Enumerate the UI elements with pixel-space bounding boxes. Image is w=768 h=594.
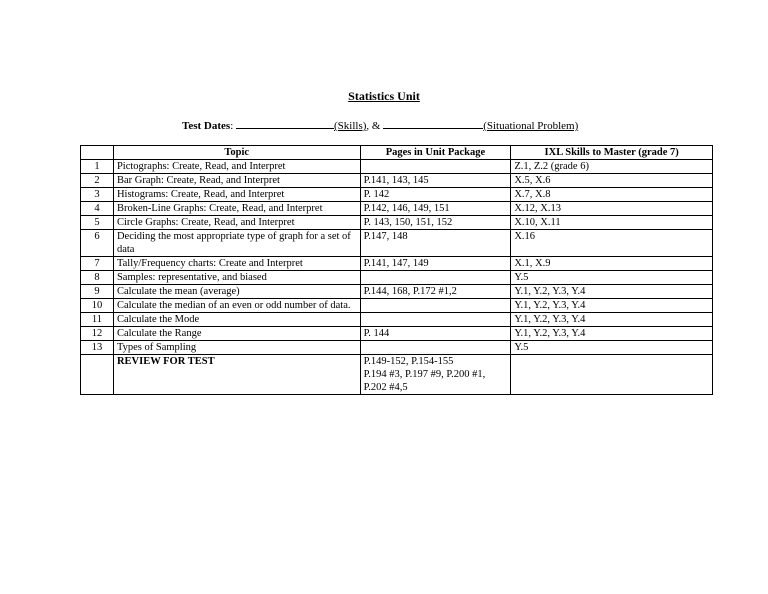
row-ixl: Z.1, Z.2 (grade 6)	[511, 160, 713, 174]
row-ixl: X.10, X.11	[511, 216, 713, 230]
row-topic: Bar Graph: Create, Read, and Interpret	[113, 174, 360, 188]
row-number: 10	[81, 299, 114, 313]
row-pages	[360, 299, 511, 313]
row-topic: Deciding the most appropriate type of graph for a set of data	[113, 230, 360, 257]
row-ixl: Y.1, Y.2, Y.3, Y.4	[511, 313, 713, 327]
table-row	[81, 188, 713, 202]
table-row	[81, 216, 713, 230]
row-ixl: Y.1, Y.2, Y.3, Y.4	[511, 285, 713, 299]
review-pages-line: P.202 #4,5	[363, 382, 408, 393]
header-pages: Pages in Unit Package	[360, 146, 511, 160]
review-ixl	[511, 355, 713, 395]
row-pages: P. 143, 150, 151, 152	[360, 216, 511, 230]
row-ixl: X.1, X.9	[511, 257, 713, 271]
row-pages: P.141, 147, 149	[360, 257, 511, 271]
row-number: 1	[81, 160, 114, 174]
row-topic: Calculate the Mode	[113, 313, 360, 327]
row-number: 11	[81, 313, 114, 327]
row-topic: Samples: representative, and biased	[113, 271, 360, 285]
row-ixl: Y.5	[511, 271, 713, 285]
row-pages: P. 144	[360, 327, 511, 341]
table-header-row	[81, 146, 713, 160]
row-number: 12	[81, 327, 114, 341]
test-dates-colon: :	[230, 120, 234, 132]
table-row	[81, 341, 713, 355]
row-topic: Calculate the Range	[113, 327, 360, 341]
row-ixl: X.5, X.6	[511, 174, 713, 188]
row-pages: P.142, 146, 149, 151	[360, 202, 511, 216]
test-dates-label: Test Dates	[182, 120, 231, 132]
situational-date-blank	[383, 118, 483, 129]
row-pages: P. 142	[360, 188, 511, 202]
header-ixl: IXL Skills to Master (grade 7)	[511, 146, 713, 160]
row-pages: P.147, 148	[360, 230, 511, 257]
row-number: 9	[81, 285, 114, 299]
table-row	[81, 174, 713, 188]
table-row	[81, 202, 713, 216]
ampersand: , &	[366, 120, 381, 132]
row-ixl: X.7, X.8	[511, 188, 713, 202]
row-ixl: Y.1, Y.2, Y.3, Y.4	[511, 299, 713, 313]
row-topic: Calculate the mean (average)	[113, 285, 360, 299]
review-row	[81, 355, 713, 395]
review-pages-line: P.149-152, P.154-155	[363, 356, 454, 367]
skills-date-blank	[236, 118, 334, 129]
test-dates-line	[182, 118, 578, 132]
row-topic: Circle Graphs: Create, Read, and Interpret	[113, 216, 360, 230]
table-row	[81, 230, 713, 257]
review-topic: REVIEW FOR TEST	[113, 355, 360, 395]
row-pages	[360, 341, 511, 355]
row-number: 6	[81, 230, 114, 257]
row-topic: Pictographs: Create, Read, and Interpret	[113, 160, 360, 174]
row-pages: P.141, 143, 145	[360, 174, 511, 188]
table-row	[81, 271, 713, 285]
page-title: Statistics Unit	[348, 89, 420, 103]
review-pages	[360, 355, 511, 395]
situational-label: (Situational Problem)	[483, 120, 579, 132]
row-ixl: X.12, X.13	[511, 202, 713, 216]
table-row	[81, 313, 713, 327]
row-pages	[360, 313, 511, 327]
row-number: 13	[81, 341, 114, 355]
header-number	[81, 146, 114, 160]
row-ixl: Y.1, Y.2, Y.3, Y.4	[511, 327, 713, 341]
row-topic: Tally/Frequency charts: Create and Interpret	[113, 257, 360, 271]
table-row	[81, 285, 713, 299]
unit-table	[80, 145, 713, 395]
row-number: 8	[81, 271, 114, 285]
table-row	[81, 257, 713, 271]
row-pages	[360, 271, 511, 285]
row-topic: Broken-Line Graphs: Create, Read, and Interpret	[113, 202, 360, 216]
table-row	[81, 299, 713, 313]
row-pages	[360, 160, 511, 174]
row-number: 5	[81, 216, 114, 230]
row-topic: Calculate the median of an even or odd number of data.	[113, 299, 360, 313]
row-number: 4	[81, 202, 114, 216]
table-row	[81, 327, 713, 341]
row-number: 7	[81, 257, 114, 271]
row-number	[81, 355, 114, 395]
header-topic: Topic	[113, 146, 360, 160]
table-row	[81, 160, 713, 174]
skills-label: (Skills)	[334, 120, 367, 132]
row-topic: Histograms: Create, Read, and Interpret	[113, 188, 360, 202]
row-ixl: X.16	[511, 230, 713, 257]
row-pages: P.144, 168, P.172 #1,2	[360, 285, 511, 299]
row-number: 2	[81, 174, 114, 188]
row-ixl: Y.5	[511, 341, 713, 355]
row-topic: Types of Sampling	[113, 341, 360, 355]
row-number: 3	[81, 188, 114, 202]
review-pages-line: P.194 #3, P.197 #9, P.200 #1,	[363, 369, 486, 380]
